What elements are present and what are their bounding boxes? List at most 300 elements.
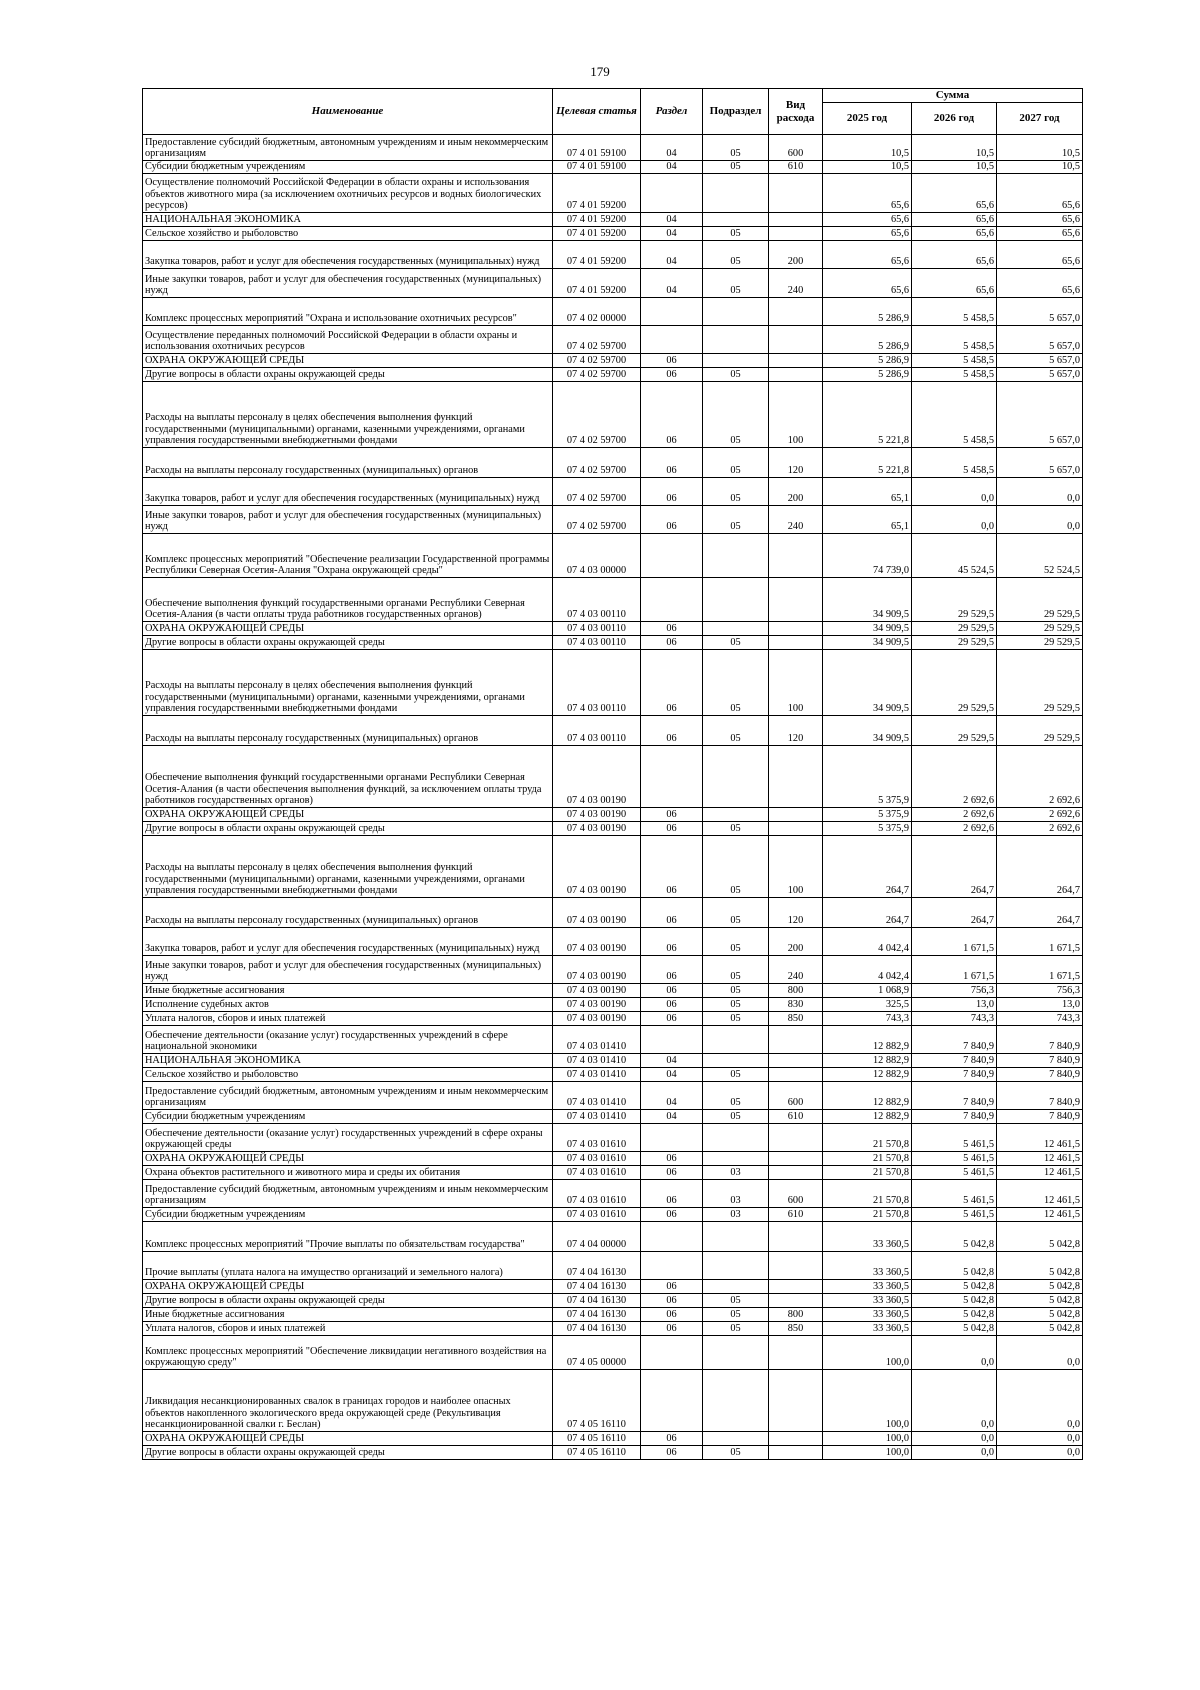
cell-2026: 0,0 <box>912 506 997 534</box>
cell-2027: 756,3 <box>997 984 1083 998</box>
cell-target-article: 07 4 03 00190 <box>553 822 641 836</box>
cell-name: Осуществление полномочий Российской Федерации в области охраны и использования объектов животного мира (за исключением охотничьих ресурсов и водных биологических ресурсов) <box>143 174 553 213</box>
cell-section <box>641 326 703 354</box>
cell-expense-type <box>769 1370 823 1432</box>
cell-subsection <box>703 1280 769 1294</box>
cell-expense-type: 240 <box>769 956 823 984</box>
cell-name: Закупка товаров, работ и услуг для обеспечения государственных (муниципальных) нужд <box>143 928 553 956</box>
cell-2026: 29 529,5 <box>912 578 997 622</box>
cell-subsection <box>703 1026 769 1054</box>
cell-2026: 756,3 <box>912 984 997 998</box>
cell-target-article: 07 4 03 01610 <box>553 1166 641 1180</box>
cell-target-article: 07 4 03 01410 <box>553 1110 641 1124</box>
cell-subsection: 05 <box>703 898 769 928</box>
cell-subsection <box>703 578 769 622</box>
cell-2027: 10,5 <box>997 161 1083 174</box>
cell-2026: 5 042,8 <box>912 1308 997 1322</box>
table-row <box>143 354 1083 368</box>
cell-expense-type <box>769 1446 823 1460</box>
cell-2026: 5 461,5 <box>912 1166 997 1180</box>
cell-expense-type: 200 <box>769 478 823 506</box>
cell-section: 04 <box>641 1054 703 1068</box>
cell-target-article: 07 4 03 01410 <box>553 1068 641 1082</box>
cell-2027: 29 529,5 <box>997 716 1083 746</box>
cell-2026: 5 458,5 <box>912 448 997 478</box>
table-row <box>143 650 1083 716</box>
cell-name: Комплекс процессных мероприятий "Обеспечение реализации Государственной программы Республики Северная Осетия-Алания "Охрана окружающей среды" <box>143 534 553 578</box>
cell-section <box>641 746 703 808</box>
cell-subsection: 05 <box>703 1308 769 1322</box>
cell-2027: 0,0 <box>997 506 1083 534</box>
cell-2025: 5 286,9 <box>823 326 912 354</box>
cell-2026: 743,3 <box>912 1012 997 1026</box>
cell-2027: 264,7 <box>997 836 1083 898</box>
cell-2025: 100,0 <box>823 1432 912 1446</box>
cell-expense-type <box>769 1294 823 1308</box>
cell-target-article: 07 4 02 59700 <box>553 354 641 368</box>
cell-section: 04 <box>641 161 703 174</box>
cell-2027: 7 840,9 <box>997 1068 1083 1082</box>
cell-2027: 7 840,9 <box>997 1082 1083 1110</box>
cell-target-article: 07 4 01 59200 <box>553 241 641 269</box>
cell-target-article: 07 4 04 16130 <box>553 1322 641 1336</box>
cell-2025: 65,6 <box>823 174 912 213</box>
table-row <box>143 636 1083 650</box>
cell-name: Субсидии бюджетным учреждениям <box>143 1208 553 1222</box>
cell-expense-type: 610 <box>769 1208 823 1222</box>
table-row <box>143 1026 1083 1054</box>
cell-target-article: 07 4 03 00110 <box>553 578 641 622</box>
cell-target-article: 07 4 03 00190 <box>553 1012 641 1026</box>
table-row <box>143 382 1083 448</box>
cell-target-article: 07 4 04 00000 <box>553 1222 641 1252</box>
cell-subsection: 05 <box>703 822 769 836</box>
cell-expense-type <box>769 368 823 382</box>
cell-2026: 7 840,9 <box>912 1082 997 1110</box>
cell-subsection <box>703 354 769 368</box>
cell-2027: 65,6 <box>997 213 1083 227</box>
cell-2027: 0,0 <box>997 478 1083 506</box>
cell-section: 04 <box>641 213 703 227</box>
cell-2026: 29 529,5 <box>912 636 997 650</box>
cell-section: 06 <box>641 622 703 636</box>
cell-2025: 12 882,9 <box>823 1082 912 1110</box>
cell-target-article: 07 4 03 00190 <box>553 956 641 984</box>
cell-section: 06 <box>641 368 703 382</box>
cell-expense-type <box>769 746 823 808</box>
cell-name: Уплата налогов, сборов и иных платежей <box>143 1322 553 1336</box>
cell-name: Сельское хозяйство и рыболовство <box>143 1068 553 1082</box>
table-row <box>143 1208 1083 1222</box>
cell-subsection <box>703 746 769 808</box>
cell-subsection: 05 <box>703 1322 769 1336</box>
cell-2025: 65,6 <box>823 241 912 269</box>
cell-2026: 5 042,8 <box>912 1252 997 1280</box>
cell-target-article: 07 4 03 00190 <box>553 808 641 822</box>
cell-2025: 325,5 <box>823 998 912 1012</box>
cell-2027: 12 461,5 <box>997 1124 1083 1152</box>
cell-section: 06 <box>641 956 703 984</box>
cell-name: Сельское хозяйство и рыболовство <box>143 227 553 241</box>
cell-name: Расходы на выплаты персоналу государственных (муниципальных) органов <box>143 448 553 478</box>
cell-subsection: 05 <box>703 1110 769 1124</box>
cell-expense-type: 120 <box>769 716 823 746</box>
cell-expense-type <box>769 622 823 636</box>
cell-section: 04 <box>641 269 703 298</box>
cell-section: 06 <box>641 1432 703 1446</box>
table-row <box>143 1180 1083 1208</box>
cell-name: Комплекс процессных мероприятий "Охрана и использование охотничьих ресурсов" <box>143 298 553 326</box>
cell-subsection: 05 <box>703 984 769 998</box>
cell-2027: 10,5 <box>997 135 1083 161</box>
cell-2025: 12 882,9 <box>823 1110 912 1124</box>
table-row <box>143 1012 1083 1026</box>
cell-subsection: 05 <box>703 241 769 269</box>
cell-2027: 743,3 <box>997 1012 1083 1026</box>
cell-expense-type: 850 <box>769 1322 823 1336</box>
table-row <box>143 956 1083 984</box>
cell-section: 04 <box>641 1068 703 1082</box>
cell-target-article: 07 4 03 00110 <box>553 636 641 650</box>
cell-subsection: 05 <box>703 1082 769 1110</box>
cell-2027: 7 840,9 <box>997 1054 1083 1068</box>
cell-2025: 5 221,8 <box>823 382 912 448</box>
cell-2026: 29 529,5 <box>912 650 997 716</box>
cell-subsection <box>703 1336 769 1370</box>
cell-2026: 5 458,5 <box>912 326 997 354</box>
cell-section <box>641 1026 703 1054</box>
cell-section <box>641 174 703 213</box>
table-row <box>143 898 1083 928</box>
cell-name: Расходы на выплаты персоналу в целях обеспечения выполнения функций государственными (муниципальными) органами, казенными учреждениями, органами управления государственными внебюджетными фондами <box>143 382 553 448</box>
cell-subsection: 05 <box>703 1012 769 1026</box>
cell-2027: 5 042,8 <box>997 1222 1083 1252</box>
cell-expense-type <box>769 1068 823 1082</box>
cell-subsection: 05 <box>703 1068 769 1082</box>
cell-name: Охрана объектов растительного и животного мира и среды их обитания <box>143 1166 553 1180</box>
cell-2025: 34 909,5 <box>823 716 912 746</box>
cell-subsection: 05 <box>703 636 769 650</box>
cell-2026: 5 458,5 <box>912 354 997 368</box>
cell-name: ОХРАНА ОКРУЖАЮЩЕЙ СРЕДЫ <box>143 1152 553 1166</box>
cell-2026: 2 692,6 <box>912 746 997 808</box>
cell-2026: 29 529,5 <box>912 716 997 746</box>
table-row <box>143 227 1083 241</box>
table-row <box>143 326 1083 354</box>
cell-section: 06 <box>641 354 703 368</box>
cell-subsection: 05 <box>703 382 769 448</box>
cell-target-article: 07 4 03 00190 <box>553 928 641 956</box>
cell-name: Иные закупки товаров, работ и услуг для обеспечения государственных (муниципальных) нужд <box>143 269 553 298</box>
table-row <box>143 1166 1083 1180</box>
cell-target-article: 07 4 03 00000 <box>553 534 641 578</box>
cell-target-article: 07 4 02 59700 <box>553 382 641 448</box>
cell-2025: 100,0 <box>823 1446 912 1460</box>
cell-2027: 12 461,5 <box>997 1180 1083 1208</box>
table-row <box>143 1294 1083 1308</box>
cell-name: Закупка товаров, работ и услуг для обеспечения государственных (муниципальных) нужд <box>143 241 553 269</box>
cell-subsection <box>703 1252 769 1280</box>
cell-2025: 65,6 <box>823 227 912 241</box>
table-row <box>143 1322 1083 1336</box>
cell-2026: 5 461,5 <box>912 1180 997 1208</box>
table-row <box>143 1110 1083 1124</box>
table-row <box>143 368 1083 382</box>
cell-expense-type <box>769 1054 823 1068</box>
cell-2025: 1 068,9 <box>823 984 912 998</box>
cell-name: ОХРАНА ОКРУЖАЮЩЕЙ СРЕДЫ <box>143 808 553 822</box>
cell-subsection: 05 <box>703 161 769 174</box>
cell-target-article: 07 4 03 01610 <box>553 1152 641 1166</box>
cell-2026: 7 840,9 <box>912 1110 997 1124</box>
cell-2026: 264,7 <box>912 836 997 898</box>
cell-name: Обеспечение деятельности (оказание услуг) государственных учреждений в сфере охраны окружающей среды <box>143 1124 553 1152</box>
cell-subsection <box>703 622 769 636</box>
cell-target-article: 07 4 03 01410 <box>553 1082 641 1110</box>
cell-2027: 2 692,6 <box>997 822 1083 836</box>
table-row <box>143 1124 1083 1152</box>
table-row <box>143 161 1083 174</box>
header-subsection: Подраздел <box>703 89 769 135</box>
cell-target-article: 07 4 01 59200 <box>553 269 641 298</box>
cell-expense-type <box>769 808 823 822</box>
table-row <box>143 1082 1083 1110</box>
cell-name: Субсидии бюджетным учреждениям <box>143 161 553 174</box>
cell-2026: 10,5 <box>912 135 997 161</box>
cell-expense-type <box>769 174 823 213</box>
cell-name: ОХРАНА ОКРУЖАЮЩЕЙ СРЕДЫ <box>143 622 553 636</box>
cell-section: 04 <box>641 241 703 269</box>
cell-expense-type: 600 <box>769 1180 823 1208</box>
cell-section: 06 <box>641 1180 703 1208</box>
cell-name: Обеспечение выполнения функций государственными органами Республики Северная Осетия-Алания (в части оплаты труда работников государственных органов) <box>143 578 553 622</box>
cell-expense-type <box>769 298 823 326</box>
cell-section: 04 <box>641 1110 703 1124</box>
cell-2026: 5 458,5 <box>912 368 997 382</box>
cell-2025: 264,7 <box>823 836 912 898</box>
header-section: Раздел <box>641 89 703 135</box>
cell-name: Другие вопросы в области охраны окружающей среды <box>143 822 553 836</box>
cell-target-article: 07 4 03 01610 <box>553 1180 641 1208</box>
cell-section: 06 <box>641 808 703 822</box>
cell-expense-type: 830 <box>769 998 823 1012</box>
cell-2026: 65,6 <box>912 174 997 213</box>
table-row <box>143 241 1083 269</box>
cell-section: 06 <box>641 506 703 534</box>
cell-2027: 65,6 <box>997 227 1083 241</box>
cell-section: 06 <box>641 822 703 836</box>
cell-expense-type <box>769 354 823 368</box>
cell-target-article: 07 4 03 01610 <box>553 1208 641 1222</box>
cell-section: 06 <box>641 650 703 716</box>
cell-target-article: 07 4 03 00190 <box>553 984 641 998</box>
table-row <box>143 1336 1083 1370</box>
cell-target-article: 07 4 05 16110 <box>553 1370 641 1432</box>
cell-target-article: 07 4 02 59700 <box>553 326 641 354</box>
cell-2025: 5 286,9 <box>823 368 912 382</box>
cell-section: 06 <box>641 1294 703 1308</box>
table-row <box>143 1068 1083 1082</box>
cell-expense-type: 100 <box>769 382 823 448</box>
cell-subsection: 05 <box>703 269 769 298</box>
cell-subsection: 05 <box>703 928 769 956</box>
cell-subsection <box>703 534 769 578</box>
cell-2026: 7 840,9 <box>912 1068 997 1082</box>
cell-2025: 100,0 <box>823 1370 912 1432</box>
cell-2026: 5 461,5 <box>912 1152 997 1166</box>
cell-section <box>641 1336 703 1370</box>
cell-section: 04 <box>641 1082 703 1110</box>
cell-section <box>641 1252 703 1280</box>
cell-expense-type <box>769 1280 823 1294</box>
cell-2025: 264,7 <box>823 898 912 928</box>
cell-2025: 34 909,5 <box>823 622 912 636</box>
cell-name: Ликвидация несанкционированных свалок в границах городов и наиболее опасных объектов накопленного экологического вреда окружающей среде (Рекультивация несанкционированной свалки г. Беслан) <box>143 1370 553 1432</box>
cell-name: Иные закупки товаров, работ и услуг для обеспечения государственных (муниципальных) нужд <box>143 506 553 534</box>
cell-2025: 4 042,4 <box>823 956 912 984</box>
cell-section: 06 <box>641 1322 703 1336</box>
cell-expense-type: 200 <box>769 928 823 956</box>
cell-2027: 29 529,5 <box>997 622 1083 636</box>
cell-2027: 5 042,8 <box>997 1308 1083 1322</box>
cell-section: 06 <box>641 1308 703 1322</box>
cell-2026: 5 042,8 <box>912 1222 997 1252</box>
cell-expense-type <box>769 326 823 354</box>
cell-subsection <box>703 298 769 326</box>
cell-2026: 13,0 <box>912 998 997 1012</box>
cell-expense-type: 120 <box>769 898 823 928</box>
cell-subsection <box>703 174 769 213</box>
cell-2027: 0,0 <box>997 1370 1083 1432</box>
cell-target-article: 07 4 04 16130 <box>553 1308 641 1322</box>
cell-2027: 29 529,5 <box>997 578 1083 622</box>
cell-target-article: 07 4 02 59700 <box>553 506 641 534</box>
cell-2027: 65,6 <box>997 241 1083 269</box>
cell-2025: 34 909,5 <box>823 636 912 650</box>
cell-subsection: 05 <box>703 478 769 506</box>
cell-expense-type <box>769 1152 823 1166</box>
cell-name: Расходы на выплаты персоналу в целях обеспечения выполнения функций государственными (муниципальными) органами, казенными учреждениями, органами управления государственными внебюджетными фондами <box>143 836 553 898</box>
cell-2025: 21 570,8 <box>823 1152 912 1166</box>
cell-target-article: 07 4 02 59700 <box>553 368 641 382</box>
cell-2027: 5 042,8 <box>997 1280 1083 1294</box>
cell-expense-type <box>769 1336 823 1370</box>
cell-target-article: 07 4 01 59100 <box>553 135 641 161</box>
cell-section: 06 <box>641 478 703 506</box>
cell-2026: 1 671,5 <box>912 928 997 956</box>
cell-2026: 2 692,6 <box>912 808 997 822</box>
cell-target-article: 07 4 05 00000 <box>553 1336 641 1370</box>
cell-expense-type: 600 <box>769 135 823 161</box>
cell-2025: 65,6 <box>823 269 912 298</box>
cell-name: Субсидии бюджетным учреждениям <box>143 1110 553 1124</box>
cell-expense-type <box>769 636 823 650</box>
table-row <box>143 984 1083 998</box>
cell-2026: 0,0 <box>912 1370 997 1432</box>
table-row <box>143 808 1083 822</box>
table-row <box>143 1280 1083 1294</box>
cell-2027: 5 657,0 <box>997 326 1083 354</box>
cell-name: Иные бюджетные ассигнования <box>143 1308 553 1322</box>
cell-subsection: 03 <box>703 1208 769 1222</box>
cell-2025: 21 570,8 <box>823 1166 912 1180</box>
cell-2027: 5 657,0 <box>997 368 1083 382</box>
table-row <box>143 578 1083 622</box>
cell-section: 06 <box>641 1446 703 1460</box>
cell-name: НАЦИОНАЛЬНАЯ ЭКОНОМИКА <box>143 213 553 227</box>
cell-2027: 5 657,0 <box>997 382 1083 448</box>
cell-name: Расходы на выплаты персоналу в целях обеспечения выполнения функций государственными (муниципальными) органами, казенными учреждениями, органами управления государственными внебюджетными фондами <box>143 650 553 716</box>
cell-name: Иные закупки товаров, работ и услуг для обеспечения государственных (муниципальных) нужд <box>143 956 553 984</box>
cell-2026: 1 671,5 <box>912 956 997 984</box>
table-row <box>143 1252 1083 1280</box>
cell-subsection: 03 <box>703 1180 769 1208</box>
cell-2026: 65,6 <box>912 227 997 241</box>
cell-expense-type <box>769 534 823 578</box>
cell-2025: 5 286,9 <box>823 354 912 368</box>
cell-expense-type <box>769 822 823 836</box>
cell-section <box>641 298 703 326</box>
cell-expense-type <box>769 1166 823 1180</box>
cell-2026: 7 840,9 <box>912 1026 997 1054</box>
cell-section: 06 <box>641 716 703 746</box>
cell-name: Закупка товаров, работ и услуг для обеспечения государственных (муниципальных) нужд <box>143 478 553 506</box>
cell-target-article: 07 4 02 59700 <box>553 448 641 478</box>
cell-section <box>641 1222 703 1252</box>
cell-section <box>641 1124 703 1152</box>
cell-name: Другие вопросы в области охраны окружающей среды <box>143 1446 553 1460</box>
cell-target-article: 07 4 03 00110 <box>553 650 641 716</box>
cell-2027: 5 657,0 <box>997 354 1083 368</box>
cell-2026: 0,0 <box>912 478 997 506</box>
cell-subsection <box>703 1370 769 1432</box>
cell-name: Прочие выплаты (уплата налога на имущество организаций и земельного налога) <box>143 1252 553 1280</box>
cell-expense-type <box>769 1252 823 1280</box>
cell-2025: 10,5 <box>823 135 912 161</box>
cell-subsection: 05 <box>703 998 769 1012</box>
cell-2026: 45 524,5 <box>912 534 997 578</box>
table-row <box>143 1308 1083 1322</box>
cell-section: 06 <box>641 836 703 898</box>
cell-2027: 29 529,5 <box>997 636 1083 650</box>
cell-expense-type: 800 <box>769 984 823 998</box>
table-row <box>143 174 1083 213</box>
cell-2026: 0,0 <box>912 1446 997 1460</box>
cell-2026: 5 458,5 <box>912 382 997 448</box>
cell-expense-type: 200 <box>769 241 823 269</box>
cell-2027: 5 042,8 <box>997 1322 1083 1336</box>
table-row <box>143 928 1083 956</box>
cell-target-article: 07 4 03 00110 <box>553 622 641 636</box>
cell-2026: 5 042,8 <box>912 1294 997 1308</box>
cell-section: 04 <box>641 227 703 241</box>
cell-name: Другие вопросы в области охраны окружающей среды <box>143 636 553 650</box>
cell-name: Другие вопросы в области охраны окружающей среды <box>143 1294 553 1308</box>
cell-section: 04 <box>641 135 703 161</box>
cell-subsection <box>703 808 769 822</box>
cell-expense-type: 800 <box>769 1308 823 1322</box>
table-row <box>143 998 1083 1012</box>
cell-section <box>641 1370 703 1432</box>
cell-target-article: 07 4 03 00190 <box>553 898 641 928</box>
cell-name: Предоставление субсидий бюджетным, автономным учреждениям и иным некоммерческим организациям <box>143 1082 553 1110</box>
cell-2025: 65,6 <box>823 213 912 227</box>
cell-name: Обеспечение выполнения функций государственными органами Республики Северная Осетия-Алания (в части обеспечения выполнения функций, за исключением оплаты труда работников государственных органов) <box>143 746 553 808</box>
cell-name: Расходы на выплаты персоналу государственных (муниципальных) органов <box>143 898 553 928</box>
header-target-article: Целевая статья <box>553 89 641 135</box>
cell-section: 06 <box>641 382 703 448</box>
cell-section: 06 <box>641 1152 703 1166</box>
